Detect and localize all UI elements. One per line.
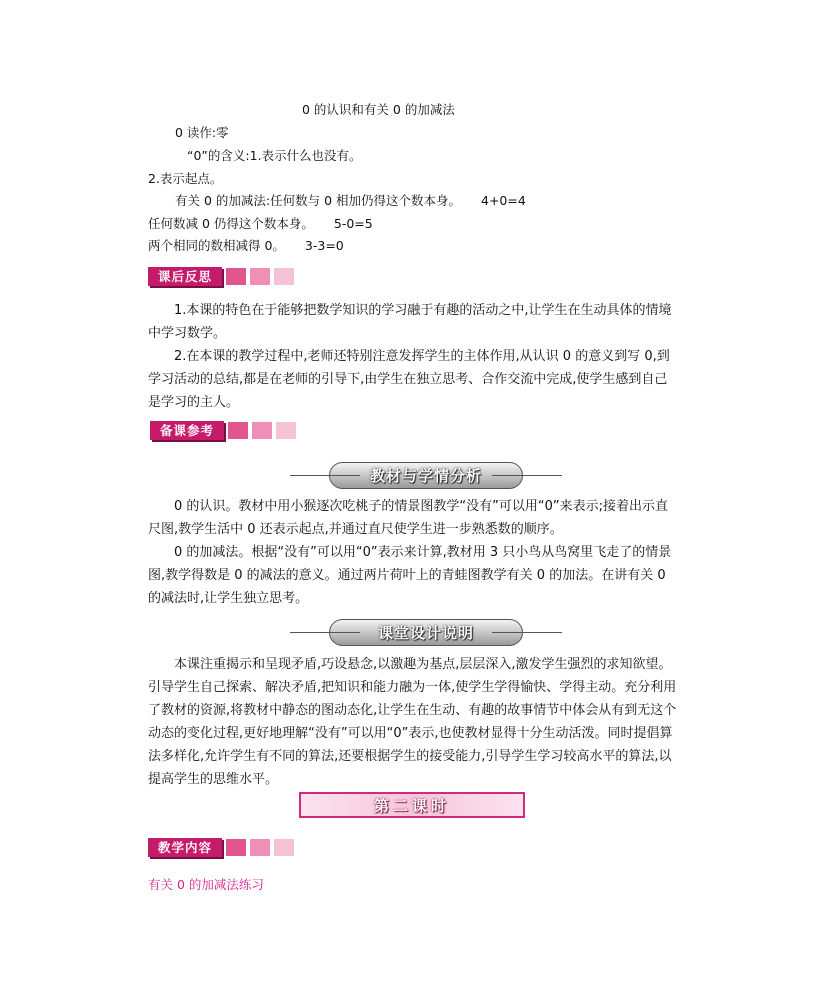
reflection-paragraph-2: 2.在本课的教学过程中,老师还特别注意发挥学生的主体作用,从认识 0 的意义到写 0,到学习活动的总结,都是在老师的引导下,由学生在独立思考、合作交流中完成,使学生感到自己是学习的主人。: [148, 349, 670, 410]
analysis-banner: [329, 462, 523, 489]
reflection-paragraph-1: 1.本课的特色在于能够把数学知识的学习融于有趣的活动之中,让学生在生动具体的情境中学习数学。: [148, 303, 672, 341]
tab-square: [252, 422, 272, 439]
design-banner: [329, 619, 523, 646]
prep-tab: [150, 421, 296, 440]
analysis-banner-text: 教材与学情分析: [369, 467, 482, 485]
addition-equation: 4+0=4: [481, 193, 526, 208]
tab-square: [226, 268, 246, 285]
same-number-equation: 3-3=0: [304, 238, 344, 253]
content-label: 教学内容: [148, 838, 222, 857]
prep-label: 备课参考: [150, 421, 224, 440]
subtraction-rule: 任何数减 0 仍得这个数本身。: [148, 216, 314, 231]
summary-line-meaning: “0”的含义:1.表示什么也没有。: [187, 148, 362, 163]
content-tab: [148, 838, 294, 857]
addition-rule: 有关 0 的加减法:任何数与 0 相加仍得这个数本身。: [175, 193, 462, 208]
reflection-label: 课后反思: [148, 267, 222, 286]
analysis-paragraph-2: 0 的加减法。根据“没有”可以用“0”表示来计算,教材用 3 只小鸟从鸟窝里飞走了的情景图,教学得数是 0 的减法的意义。通过两片荷叶上的青蛙图教学有关 0 的加法。在讲有关 0 的减法时,让学生独立思考。: [148, 545, 672, 606]
reflection-tab: [148, 267, 294, 286]
tab-square: [276, 422, 296, 439]
summary-line-origin: 2.表示起点。: [148, 171, 223, 186]
design-banner-text: 课堂设计说明: [377, 624, 474, 642]
subtraction-equation: 5-0=5: [333, 216, 373, 231]
tab-square: [274, 268, 294, 285]
tab-square: [226, 839, 246, 856]
tab-square: [274, 839, 294, 856]
summary-line-reading: 0 读作:零: [175, 125, 229, 140]
lesson-two-label: 第二课时: [373, 796, 450, 815]
lesson-two-bar: [299, 792, 525, 818]
summary-line-same: [148, 237, 344, 255]
tab-square: [250, 839, 270, 856]
summary-line-subtraction: [148, 215, 373, 233]
tab-square: [250, 268, 270, 285]
analysis-paragraph-1: 0 的认识。教材中用小猴逐次吃桃子的情景图教学“没有”可以用“0”来表示;接着出示直尺图,教学生活中 0 还表示起点,并通过直尺使学生进一步熟悉数的顺序。: [148, 499, 668, 537]
design-paragraph: 本课注重揭示和呈现矛盾,巧设悬念,以激趣为基点,层层深入,激发学生强烈的求知欲望。引导学生自己探索、解决矛盾,把知识和能力融为一体,使学生学得愉快、学得主动。充分利用了教材的资源,将教材中静态的图动态化,让学生在生动、有趣的故事情节中体会从有到无这个动态的变化过程,更好地理解“没有”可以用“0”表示,也使教材显得十分生动活泼。同时提倡算法多样化,允许学生有不同的算法,还要根据学生的接受能力,引导学生学习较高水平的算法,以提高学生的思维水平。: [148, 657, 677, 787]
section-title: 0 的认识和有关 0 的加减法: [302, 102, 455, 117]
same-number-rule: 两个相同的数相减得 0。: [148, 238, 285, 253]
summary-line-addition: [175, 192, 526, 210]
content-text: 有关 0 的加减法练习: [148, 877, 264, 892]
tab-square: [228, 422, 248, 439]
